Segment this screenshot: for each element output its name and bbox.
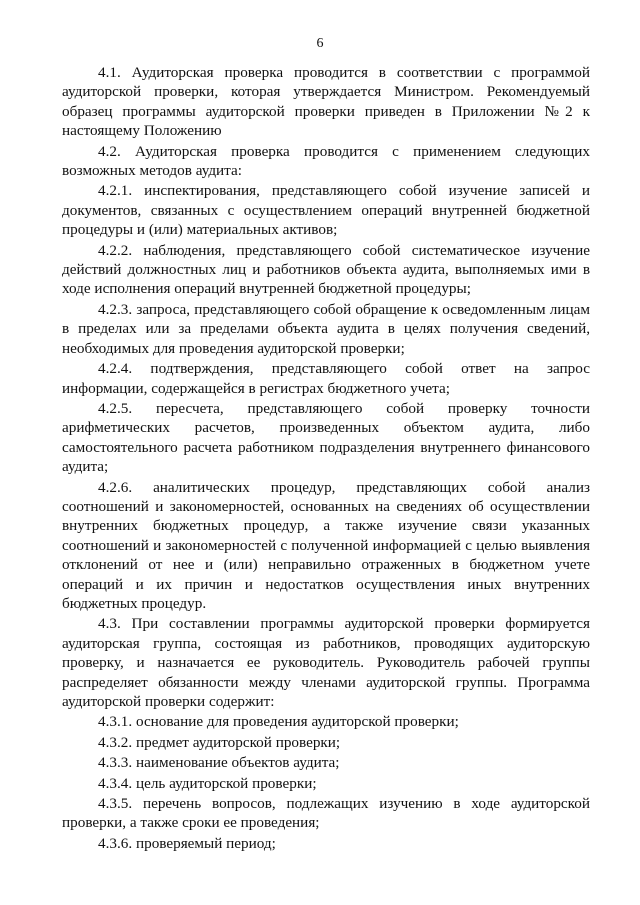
paragraph-4-2-3: 4.2.3. запроса, представляющего собой обращение к осведомленным лицам в пределах или за пределами объекта аудита в целях получения сведений, необходимых для проведения аудиторской проверки;: [62, 300, 590, 357]
paragraph-4-1: 4.1. Аудиторская проверка проводится в соответствии с программой аудиторской проверки, которая утверждается Министром. Рекомендуемый образец программы аудиторской проверки приведен в Приложении №2 к настоящему Положению: [62, 64, 590, 140]
paragraph-4-3-2: 4.3.2. предмет аудиторской проверки;: [98, 733, 341, 751]
page-number: 6: [316, 36, 324, 51]
paragraph-4-2-4: 4.2.4. подтверждения, представляющего собой ответ на запрос информации, содержащейся в регистрах бюджетного учета;: [62, 360, 590, 397]
paragraph-4-3-5: 4.3.5. перечень вопросов, подлежащих изучению в ходе аудиторской проверки, а также сроки ее проведения;: [62, 795, 590, 832]
paragraph-4-3-3: 4.3.3. наименование объектов аудита;: [98, 754, 340, 772]
paragraph-4-2-6: 4.2.6. аналитических процедур, представляющих собой анализ соотношений и закономерностей, основанных на сведениях об осуществлении внутренних бюджетных процедур, а также изучение связи указанных соотношений и закономерностей с полученной информацией с целью выявления отклонений от нее и (или) неправильно отраженных в бюджетном учете операций и их причин и недостатков осуществления иных внутренних бюджетных процедур.: [62, 478, 590, 612]
paragraph-4-2-2: 4.2.2. наблюдения, представляющего собой систематическое изучение действий должностных лиц и работников объекта аудита, выполняемых ими в ходе исполнения операций внутренней бюджетной процедуры;: [62, 241, 590, 298]
paragraph-4-2-5: 4.2.5. пересчета, представляющего собой проверку точности арифметических расчетов, произведенных объектом аудита, либо самостоятельного расчета работником подразделения внутреннего финансового аудита;: [62, 399, 590, 476]
paragraph-4-3-4: 4.3.4. цель аудиторской проверки;: [98, 774, 317, 792]
paragraph-4-3-1: 4.3.1. основание для проведения аудиторской проверки;: [98, 713, 459, 731]
paragraph-4-3-6: 4.3.6. проверяемый период;: [98, 834, 276, 852]
paragraph-4-2-1: 4.2.1. инспектирования, представляющего собой изучение записей и документов, связанных с осуществлением операций внутренней бюджетной процедуры и (или) материальных активов;: [62, 182, 590, 239]
paragraph-4-3: 4.3. При составлении программы аудиторской проверки формируется аудиторская группа, состоящая из работников, проводящих аудиторскую проверку, и назначается ее руководитель. Руководитель рабочей группы распределяет обязанности между членами аудиторской группы. Программа аудиторской проверки содержит:: [62, 615, 590, 710]
paragraph-4-2: 4.2. Аудиторская проверка проводится с применением следующих возможных методов аудита:: [62, 142, 590, 180]
document-body: [62, 63, 590, 853]
